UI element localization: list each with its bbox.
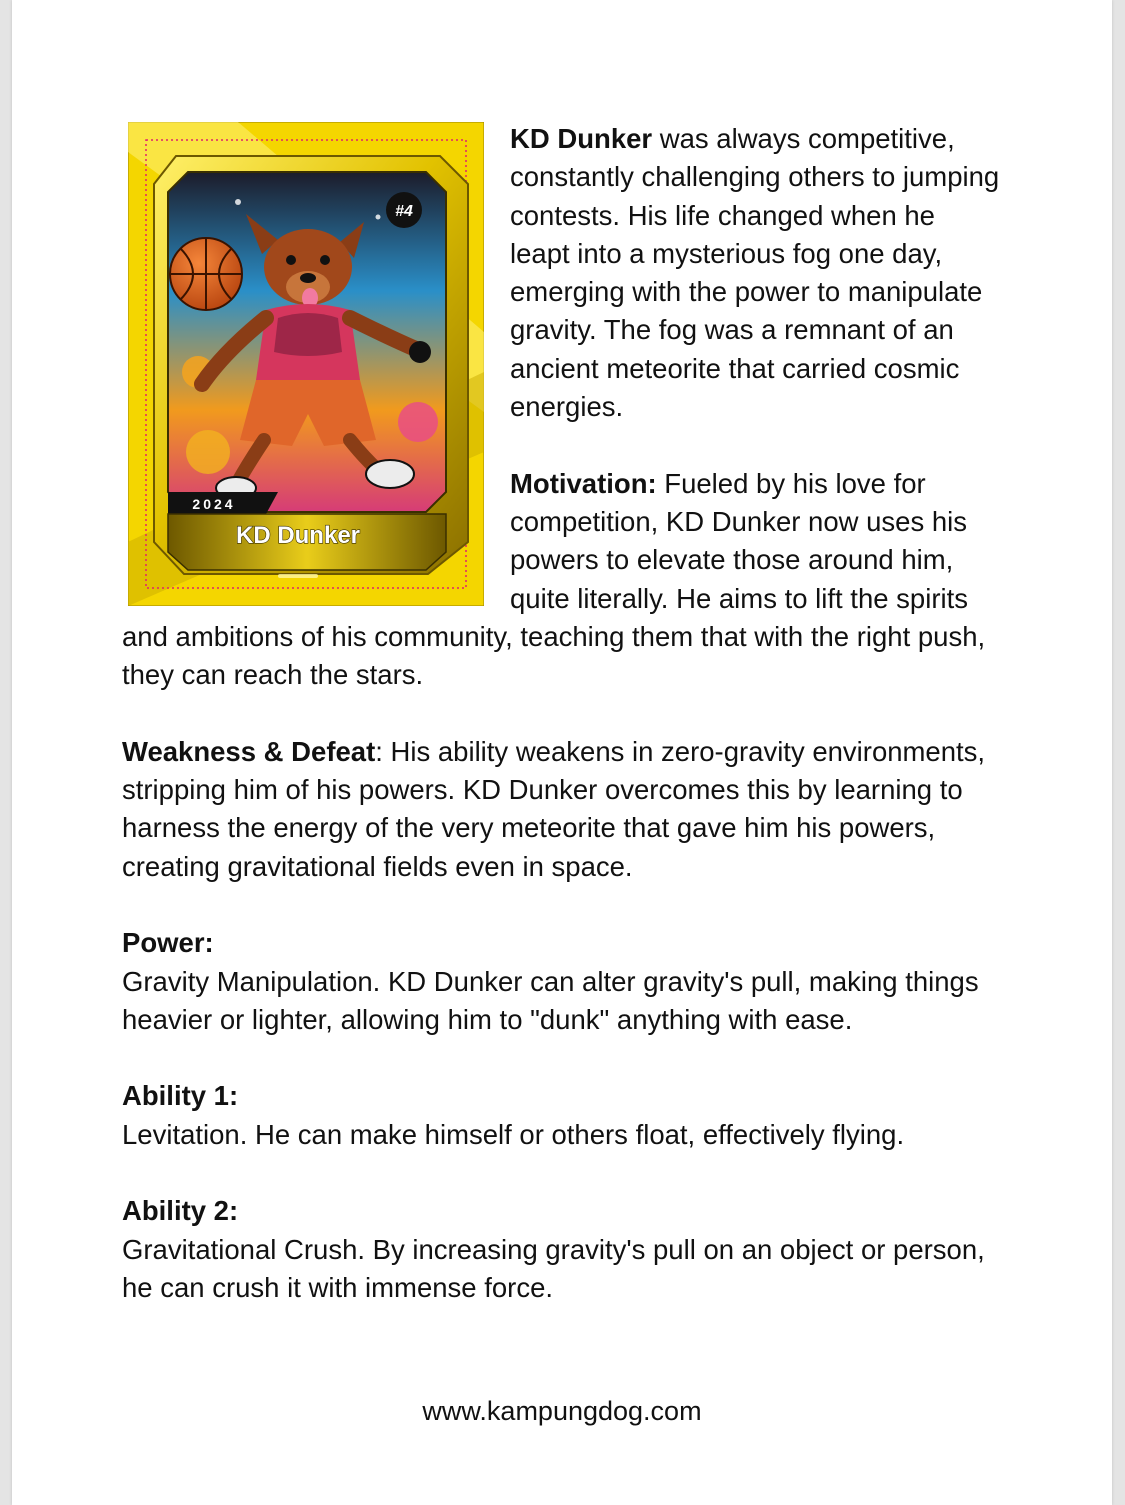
weakness-text: : His ability weakens in zero-gravity environments, stripping him of his powers. KD Dunker overcomes this by learning to harness the energy of the very meteorite that gave him his powers, creating gravitational fields even in space. <box>122 735 986 882</box>
footer-url: www.kampungdog.com <box>422 1396 702 1426</box>
weakness-paragraph <box>122 733 1002 886</box>
basketball-art <box>170 238 242 310</box>
power-section <box>122 924 1002 1039</box>
power-label: Power: <box>122 927 214 959</box>
card-year: 2024 <box>192 496 236 512</box>
card-number: #4 <box>395 203 413 220</box>
power-text: Gravity Manipulation. KD Dunker can alter gravity's pull, making things heavier or lighter, allowing him to "dunk" anything with ease. <box>122 965 979 1035</box>
intro-text: was always competitive, constantly challenging others to jumping contests. His life changed when he leapt into a mysterious fog one day, emerging with the power to manipulate gravity. The fog was a remnant of an ancient meteorite that carried cosmic energies. <box>510 123 1000 423</box>
motivation-label: Motivation: <box>510 467 657 499</box>
trading-card <box>128 122 484 606</box>
ability1-section <box>122 1077 1002 1154</box>
ability1-label: Ability 1: <box>122 1080 239 1112</box>
card-player-name: KD Dunker <box>235 522 361 549</box>
ability2-label: Ability 2: <box>122 1195 239 1227</box>
ability2-text: Gravitational Crush. By increasing gravity's pull on an object or person, he can crush it with immense force. <box>122 1233 985 1303</box>
ability1-text: Levitation. He can make himself or others float, effectively flying. <box>122 1118 905 1150</box>
motivation-text: Fueled by his love for competition, KD Dunker now uses his powers to elevate those around him, quite literally. He aims to lift the spirits and ambitions of his community, teaching them that with the right push, they can reach the stars. <box>122 467 986 691</box>
intro-name: KD Dunker <box>510 123 653 154</box>
document-body <box>122 120 1002 1307</box>
document-page <box>12 0 1112 1505</box>
weakness-label: Weakness & Defeat <box>122 735 376 767</box>
ability2-section <box>122 1192 1002 1307</box>
